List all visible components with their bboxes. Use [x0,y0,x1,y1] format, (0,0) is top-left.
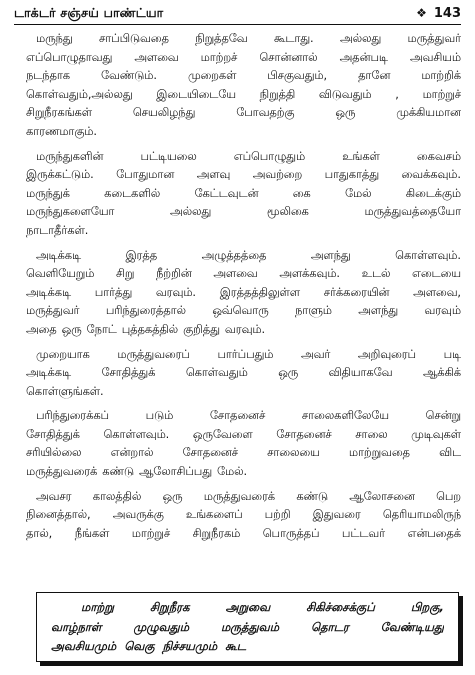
text-line: மருந்துகளின் பட்டியலை எப்பொழுதும் உங்கள் கைவசம் [36,149,461,163]
page-number-group [416,6,461,21]
body-text [26,30,461,549]
text-line: எப்பொழுதாவது அளவை மாற்றச் சொன்னால் அதன்படி அவசியம் [26,50,461,64]
callout-box [36,592,459,662]
text-line: நாடாதீர்கள். [26,223,89,237]
running-header [14,2,461,25]
paragraph [26,247,461,340]
text-line: அடிக்கடி சோதித்துக் கொள்வதும் ஒரு விதியாகவே ஆக்கிக் [26,366,461,380]
text-line: சிறுநீரகங்கள் செயலிழந்து போவதற்கு ஒரு முக்கியமான [26,106,461,120]
text-line: அடிக்கடி பார்த்து வரவும். இரத்தத்திலுள்ள சர்க்கரையின் அளவை, [26,285,461,299]
text-line: நடந்தாக வேண்டும். முறைகள் பிசகுவதும், தானே மாற்றிக் [26,69,461,83]
text-line: சோதித்துக் கொள்ளவும். ஒருவேளை சோதனைச் சாலை முடிவுகள் [26,427,461,441]
paragraph [26,30,461,142]
text-line: இருக்கட்டும். போதுமான அளவு அவற்றை பாதுகாத்து வைக்கவும். [26,168,461,182]
callout-line: வாழ்நாள் முழுவதும் மருத்துவம் தொடர வேண்டியது [51,619,444,634]
text-line: மருத்துவரைக் கண்டு ஆலோசிப்பது மேல். [26,465,248,479]
text-line: அவசர காலத்தில் ஒரு மருத்துவரைக் கண்டு ஆலோசனை பெற [36,489,461,503]
paragraph [26,488,461,544]
text-line: மருந்துக் கடைகளில் கேட்டவுடன் கை மேல் கிடைக்கும் [26,186,461,200]
text-line: கொள்வதும்,அல்லது இடையிடையே நிறுத்தி விடுவதும் , மாற்றுச் [26,87,461,101]
text-line: அதை ஒரு நோட் புத்தகத்தில் குறித்து வரவும். [26,322,266,336]
text-line: மருந்து சாப்பிடுவதை நிறுத்தவே கூடாது. அல்லது மருத்துவர் [36,32,461,45]
callout-line: மாற்று சிறுநீரக அறுவை சிகிச்சைக்குப் பிறகு, [81,600,444,614]
callout-line: அவசியமும் வெகு நிச்சயமும் கூட [51,639,247,653]
diamond-ornament-icon: ❖ [416,6,427,20]
page-number: 143 [433,5,461,21]
paragraph [26,148,461,241]
paragraph [26,346,461,402]
paragraph [26,407,461,481]
text-line: சரியில்லை என்றால் சோதனைச் சாலையை மாற்றுவதை விட [26,446,461,460]
text-line: பரிந்துரைக்கப் படும் சோதனைச் சாலைகளிலேயே சென்று [36,409,461,423]
text-line: அடிக்கடி இரத்த அழுத்தத்தை அளந்து கொள்ளவும். [36,248,461,262]
text-line: முறையாக மருத்துவரைப் பார்ப்பதும் அவர் அறிவுரைப் படி [36,347,461,361]
text-line: தால், நீங்கள் மாற்றுச் சிறுநீரகம் பொருத்தப் பட்டவர் என்பதைக் [26,526,461,540]
text-line: காரணமாகும். [26,124,97,138]
text-line: கொள்ளுங்கள். [26,384,104,398]
text-line: மருத்துவர் பரிந்துரைத்தால் ஒவ்வொரு நாளும் அளந்து வரவும் [26,304,461,318]
text-line: நினைத்தால், அவருக்கு உங்களைப் பற்றி இதுவரை தெரியாமலிருந் [26,508,461,522]
book-author-title: டாக்டர் சஞ்சய் பாண்ட்யா [14,4,164,20]
text-line: மருந்துகளையோ அல்லது மூலிகை மருத்துவத்தையோ [26,205,461,219]
text-line: வெளியேறும் சிறு நீற்றின் அளவை அளக்கவும். உடல் எடையை [26,267,461,281]
